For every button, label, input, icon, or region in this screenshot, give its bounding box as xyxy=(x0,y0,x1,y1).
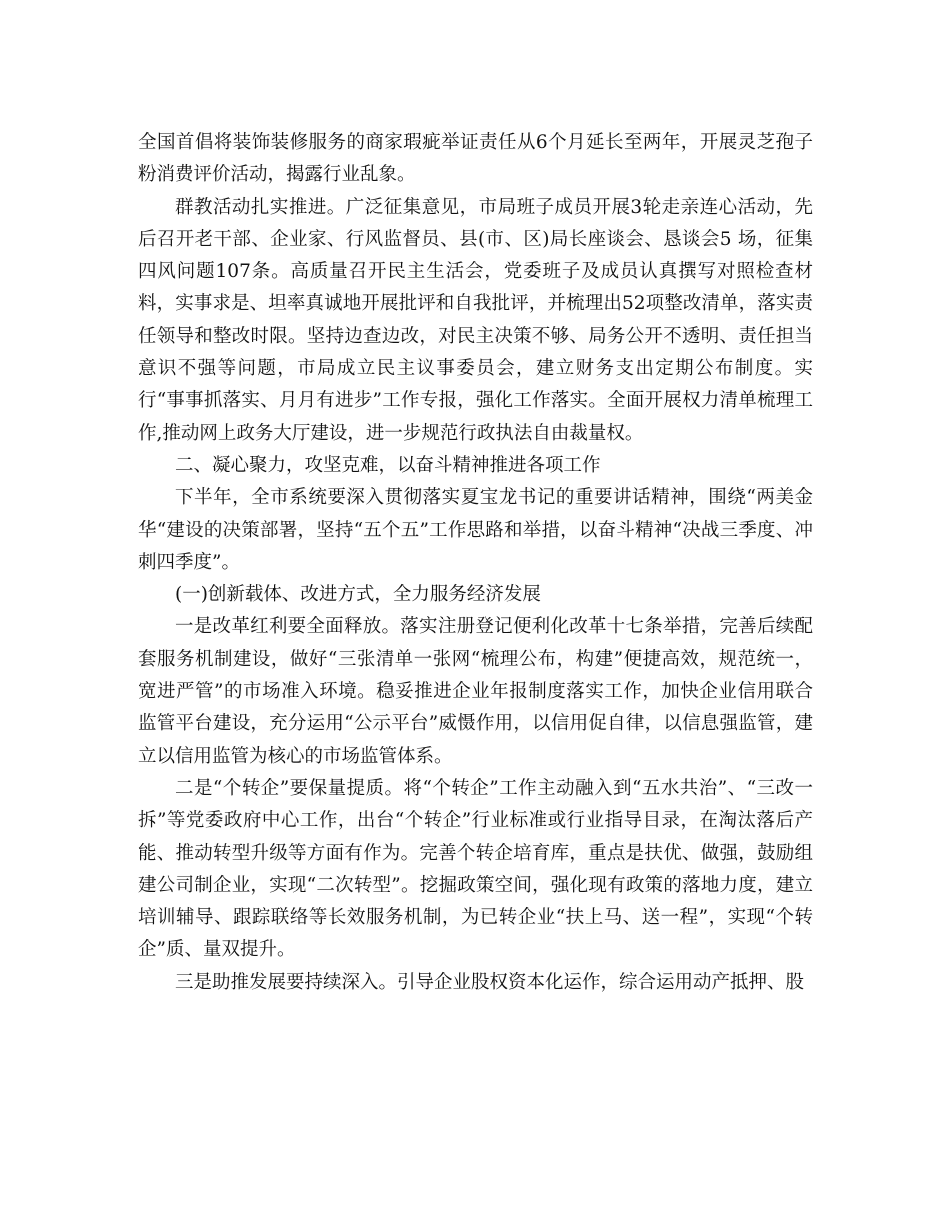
subsection-heading-one: (一)创新载体、改进方式，全力服务经济发展 xyxy=(175,584,541,606)
document-body xyxy=(138,127,813,999)
section-heading-two: 二、凝心聚力，攻坚克难，以奋斗精神推进各项工作 xyxy=(175,454,601,476)
paragraph-mass-line-activity: 群教活动扎实推进。广泛征集意见，市局班子成员开展3轮走亲连心活动，先后召开老干部、企业家、行风监督员、县(市、区)局长座谈会、恳谈会5 场，征集四风问题107条。高质量召开民主生活会，党委班子及成员认真撰写对照检查材料，实事求是、坦率真诚地开展批评和自我批评，并梳理出52项整改清单，落实责任领导和整改时限。坚持边查边改，对民主决策不够、局务公开不透明、责任担当意识不强等问题，市局成立民主议事委员会，建立财务支出定期公布制度。实行“事事抓落实、月月有进步”工作专报，强化工作落实。全面开展权力清单梳理工作,推动网上政务大厅建设，进一步规范行政执法自由裁量权。 xyxy=(138,196,813,444)
paragraph-individual-to-enterprise: 二是“个转企”要保量提质。将“个转企”工作主动融入到“五水共治”、“三改一拆”等党委政府中心工作，出台“个转企”行业标准或行业指导目录，在淘汰落后产能、推动转型升级等方面有作为。完善个转企培育库，重点是扶优、做强，鼓励组建公司制企业，实现“二次转型”。挖掘政策空间，强化现有政策的落地力度，建立培训辅导、跟踪联络等长效服务机制，为已转企业“扶上马、送一程”，实现“个转企”质、量双提升。 xyxy=(138,777,813,961)
paragraph-reform-dividend: 一是改革红利要全面释放。落实注册登记便利化改革十七条举措，完善后续配套服务机制建设，做好“三张清单一张网“梳理公布，构建”便捷高效，规范统一，宽进严管”的市场准入环境。稳妥推进企业年报制度落实工作，加快企业信用联合监管平台建设，充分运用“公示平台”威慑作用，以信用促自律，以信息强监管，建立以信用监管为核心的市场监管体系。 xyxy=(138,616,813,767)
paragraph-consumer-rights: 全国首倡将装饰装修服务的商家瑕疵举证责任从6个月延长至两年，开展灵芝孢子粉消费评价活动，揭露行业乱象。 xyxy=(138,132,813,186)
paragraph-second-half-year: 下半年，全市系统要深入贯彻落实夏宝龙书记的重要讲话精神，围绕“两美金华“建设的决策部署，坚持“五个五”工作思路和举措，以奋斗精神“决战三季度、冲刺四季度”。 xyxy=(138,487,813,573)
paragraph-promote-development: 三是助推发展要持续深入。引导企业股权资本化运作，综合运用动产抵押、股 xyxy=(175,971,805,993)
